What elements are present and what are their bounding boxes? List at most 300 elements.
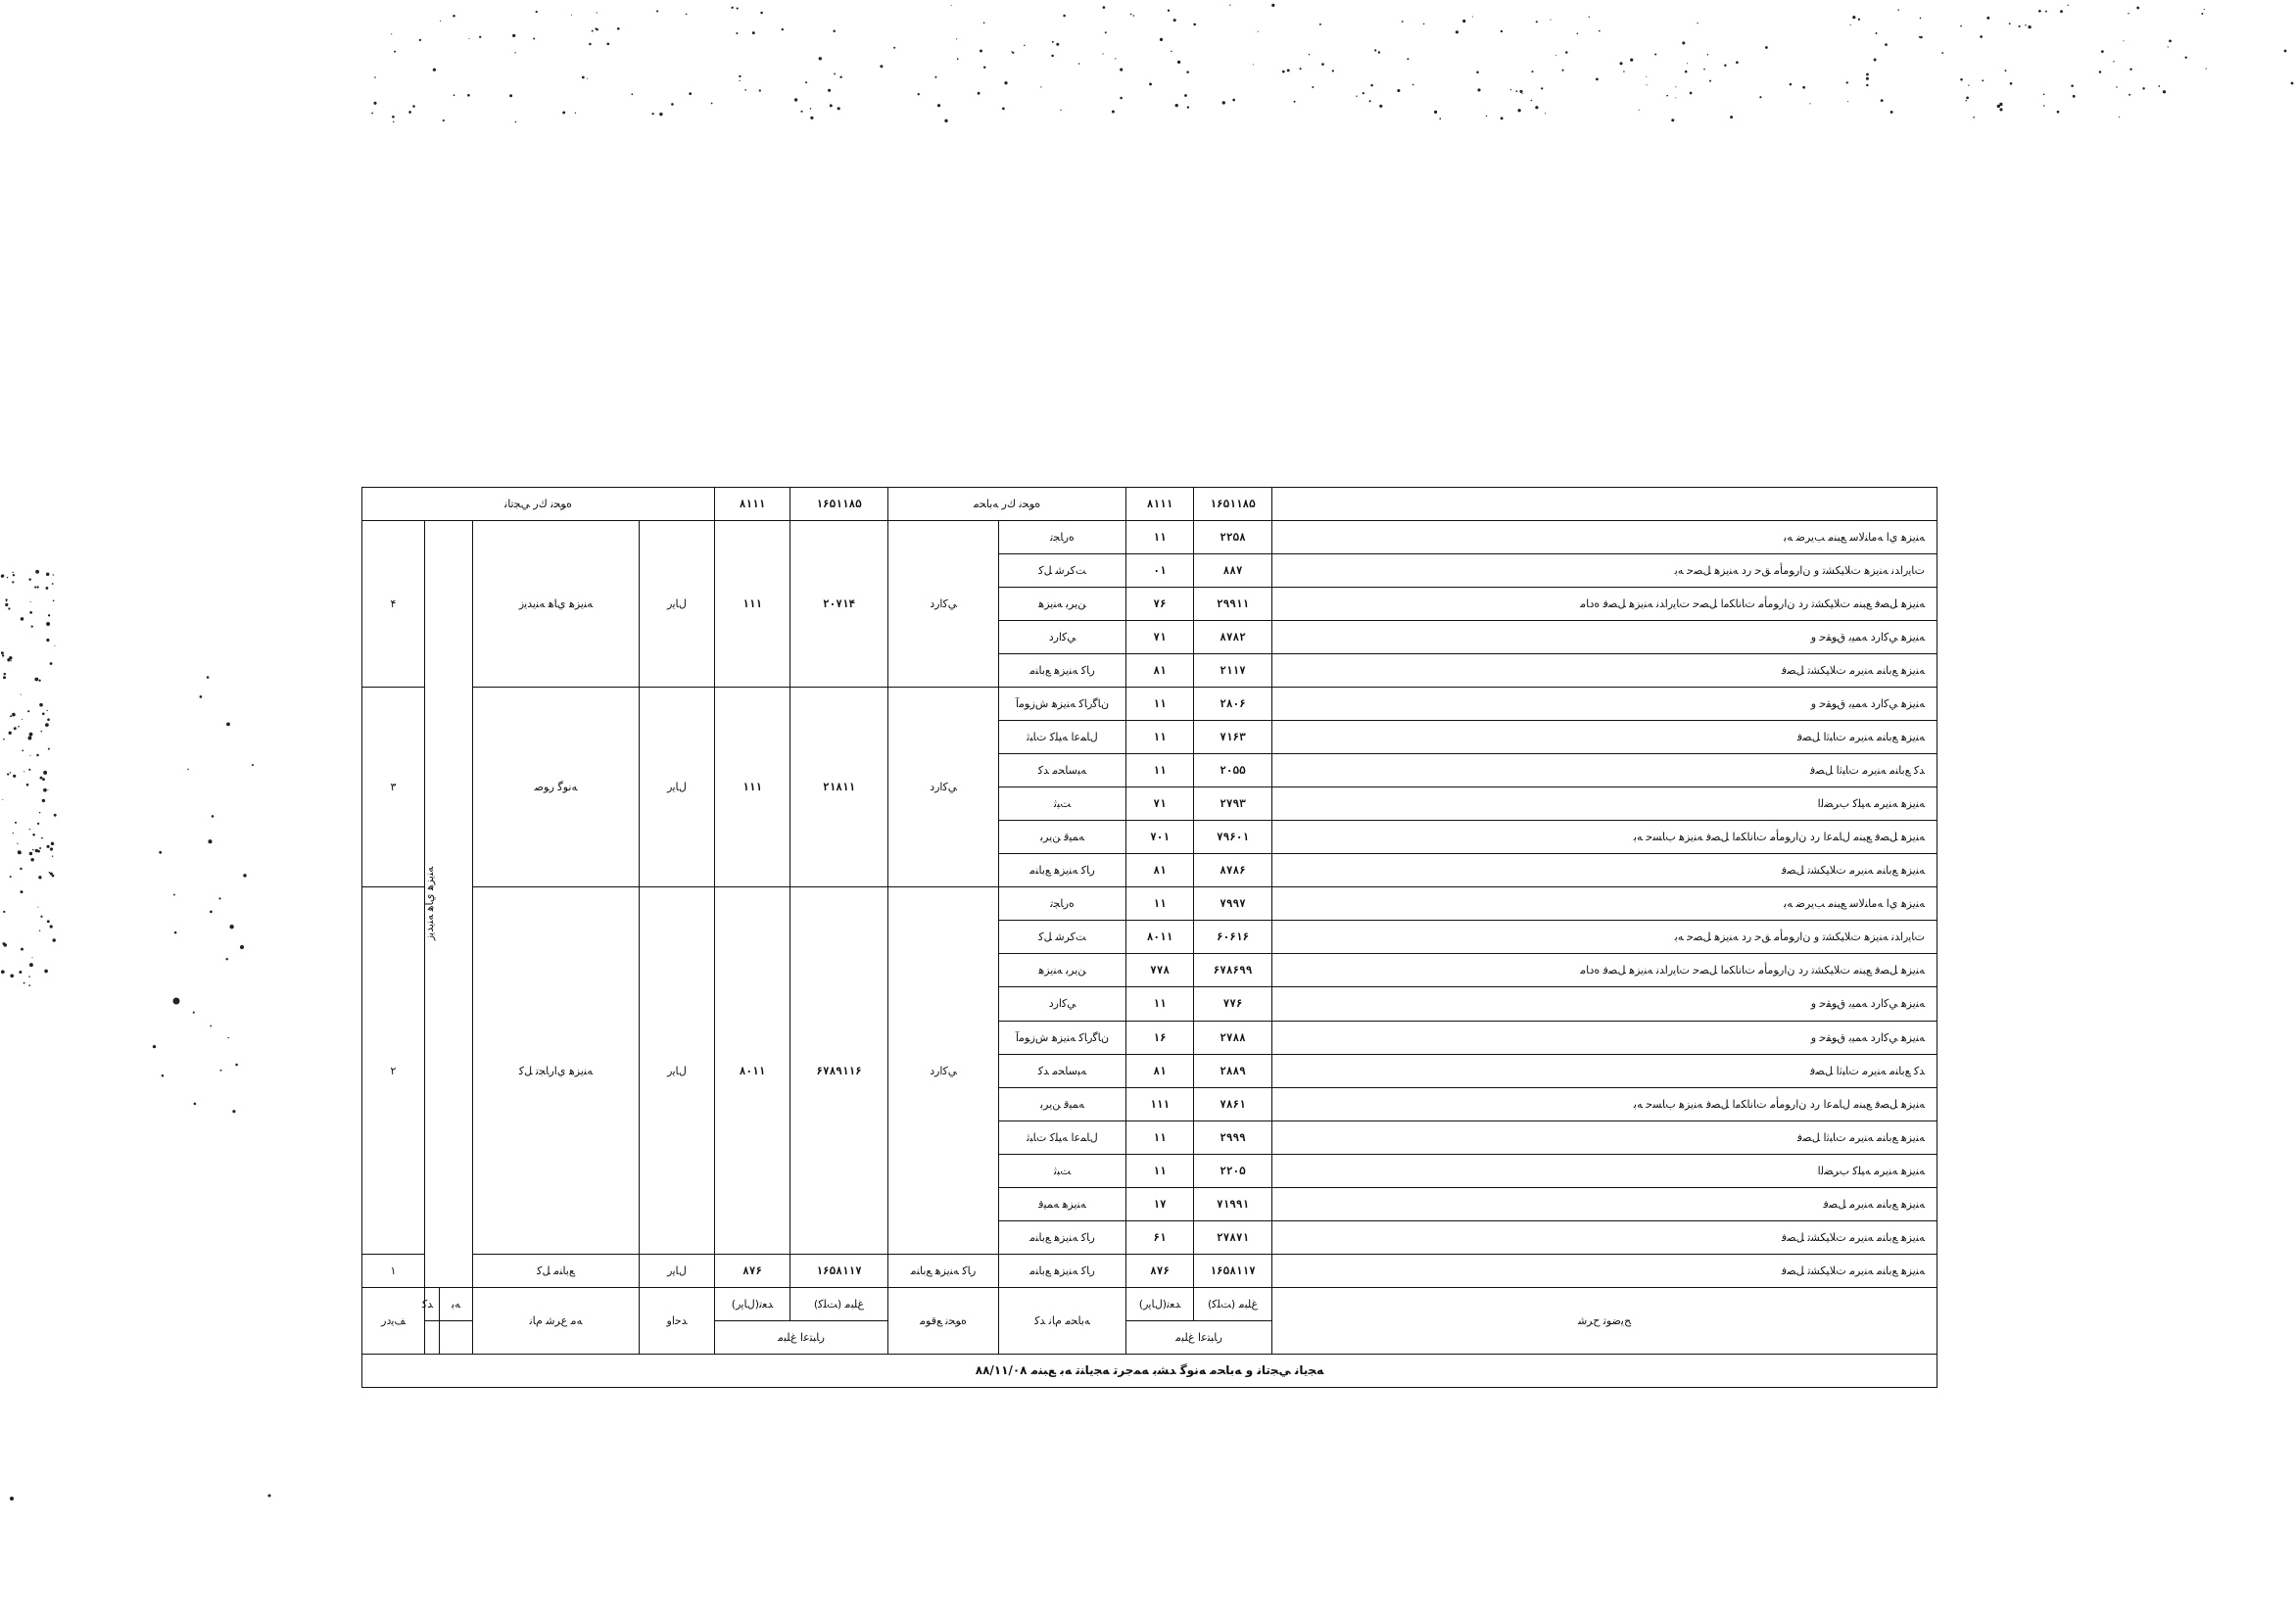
speck bbox=[760, 12, 763, 15]
speck bbox=[29, 829, 30, 830]
speck bbox=[1765, 46, 1768, 49]
speck bbox=[1960, 25, 1962, 27]
group-method: ﻲﻛﺍﺭﺩ bbox=[888, 521, 999, 688]
speck bbox=[2099, 71, 2102, 73]
speck bbox=[3, 911, 5, 913]
row-title: ﺖﻛﺮﺷ ﻞﻛ bbox=[999, 921, 1126, 954]
speck bbox=[1866, 73, 1869, 76]
speck bbox=[582, 76, 585, 79]
speck bbox=[1654, 53, 1656, 55]
speck bbox=[819, 57, 822, 60]
group-name: ﻪﻨﯾﺰﻫ ﻱﺍﺭﺎﺠﺗ ﻞﻛ bbox=[473, 887, 640, 1254]
row-description: ﻪﻨﯾﺰﻫ ﻲﻛﺍﺭﺩ ﻪﻤﯿﺑ ﻕﻮﻘﺣ ﻭ bbox=[1272, 987, 1937, 1021]
speck bbox=[1965, 100, 1967, 102]
speck bbox=[533, 38, 535, 40]
speck bbox=[453, 15, 455, 18]
speck bbox=[1232, 99, 1235, 102]
speck bbox=[1412, 84, 1414, 86]
speck bbox=[38, 876, 41, 879]
speck bbox=[1510, 89, 1511, 90]
speck bbox=[2045, 11, 2047, 13]
speck bbox=[49, 873, 50, 874]
col-right-qty: ﺪﻌﺗ(ﻝﺎﯾﺭ) bbox=[1126, 1287, 1194, 1320]
speck bbox=[394, 51, 396, 53]
speck bbox=[1707, 54, 1708, 55]
speck bbox=[592, 30, 594, 32]
speck bbox=[235, 1064, 238, 1067]
speck bbox=[29, 755, 30, 756]
left-amount: ۱۶۵۱۱۸۵ bbox=[790, 488, 888, 521]
speck bbox=[5, 603, 8, 606]
speck bbox=[52, 855, 53, 856]
row-amount: ۲۹۹۱۱ bbox=[1194, 588, 1272, 621]
speck bbox=[918, 93, 920, 95]
speck bbox=[232, 1110, 235, 1113]
col-side-a-blank bbox=[425, 1320, 440, 1354]
speck bbox=[951, 5, 952, 6]
speck bbox=[2163, 90, 2166, 93]
speck bbox=[212, 815, 215, 818]
row-amount: ۷۹۶۰۱ bbox=[1194, 821, 1272, 854]
speck bbox=[1078, 63, 1080, 65]
speck bbox=[2043, 105, 2044, 106]
speck bbox=[1173, 19, 1176, 22]
speck bbox=[1476, 72, 1479, 74]
group-row-no: ۴ bbox=[362, 521, 425, 688]
speck bbox=[1941, 52, 1943, 54]
row-description: ﻪﻨﯾﺰﻫ ﻱﺍ ﻪﻣﺎﻨﻟﺎﺳ ﻊﺒﻨﻣ ﺐﯾﺮﺿ ﻪﺑ bbox=[1272, 887, 1937, 921]
speck bbox=[46, 622, 50, 626]
speck bbox=[1040, 86, 1041, 87]
speck bbox=[656, 10, 658, 12]
speck bbox=[12, 581, 14, 583]
speck bbox=[20, 868, 22, 870]
vertical-label-text: ﻪﻨﯾﺰﻫ ﻱﺎﻫ ﻪﻨﯾﺪﻳﺯ bbox=[422, 867, 436, 941]
row-amount: ۷۱۶۳ bbox=[1194, 721, 1272, 754]
speck bbox=[2010, 82, 2013, 85]
speck bbox=[27, 710, 29, 712]
speck bbox=[2101, 50, 2104, 53]
speck bbox=[46, 845, 49, 848]
speck bbox=[3, 739, 5, 740]
row-description: ﻪﻨﯾﺰﻫ ﻞﺼﻓ ﻊﺒﻨﻣ ﺕﻼﯿﻜﺸﺗ ﺭﺩ ﻥﺍﺭﻮﻣﺄﻣ ﺕﺎﻧﺎﻜﻣﺍ ﻞﺼﺣ ﺕﺎﯾﺭﺍﺪﻧ ﻪﻨﯾﺰﻫ ﻞﺼﻓ ﻩﺩﺎﻣ bbox=[1272, 954, 1937, 987]
speck bbox=[29, 963, 33, 967]
summary-left-val: ۱۶۵۸۱۱۷ bbox=[790, 1254, 888, 1287]
speck bbox=[35, 849, 38, 852]
speck bbox=[1866, 84, 1868, 86]
speck bbox=[32, 834, 35, 836]
row-amount: ۲۰۵۵ bbox=[1194, 754, 1272, 787]
speck bbox=[2038, 10, 2041, 13]
speck bbox=[810, 117, 813, 119]
row-qty: ۱۱۱ bbox=[1126, 1087, 1194, 1120]
speck bbox=[153, 1045, 156, 1048]
speck bbox=[1802, 86, 1805, 89]
speck bbox=[34, 587, 36, 589]
row-qty: ۱۶ bbox=[1126, 1021, 1194, 1054]
row-title: ﻪﺒﺳﺎﺤﻣ ﺪﻛ bbox=[999, 754, 1126, 787]
col-left-sub: ﺭﺎﺒﺘﻋﺍ ﻍﻠﺒﻣ bbox=[715, 1320, 888, 1354]
speck bbox=[1973, 117, 1975, 119]
group-unit: ﻝﺎﯾﺭ bbox=[640, 688, 715, 887]
speck bbox=[957, 58, 959, 60]
speck bbox=[1312, 86, 1314, 88]
speck bbox=[759, 89, 761, 91]
speck bbox=[159, 851, 162, 854]
speck bbox=[41, 731, 43, 733]
speck bbox=[1545, 113, 1546, 114]
speck bbox=[1374, 49, 1376, 51]
speck bbox=[515, 121, 517, 123]
col-unit: ﺪﺣﺍﻭ bbox=[640, 1287, 715, 1354]
speck bbox=[2073, 95, 2076, 98]
speck bbox=[1516, 90, 1518, 92]
speck bbox=[810, 108, 812, 110]
speck bbox=[243, 874, 247, 878]
vertical-category-label bbox=[422, 521, 473, 1288]
left-year: ۸۱۱۱ bbox=[715, 488, 790, 521]
speck bbox=[631, 93, 633, 95]
summary-row-no: ۱ bbox=[362, 1254, 425, 1287]
speck bbox=[830, 104, 833, 107]
speck bbox=[737, 8, 739, 10]
row-amount: ۲۷۸۷۱ bbox=[1194, 1220, 1272, 1254]
speck bbox=[443, 119, 445, 121]
speck bbox=[39, 703, 43, 707]
speck bbox=[587, 78, 588, 79]
speck bbox=[1149, 82, 1152, 85]
speck bbox=[200, 695, 203, 698]
speck bbox=[1321, 63, 1324, 66]
row-description: ﻪﻨﯾﺰﻫ ﻞﺼﻓ ﻊﺒﻨﻣ ﻝﺎﻤﻋﺍ ﺭﺩ ﻥﺍﺭﻮﻣﺄﻣ ﺕﺎﻧﺎﻜﻣﺍ ﻞﺼﻓ ﻪﻨﯾﺰﻫ ﺏﺎﺴﺣ ﻪﺑ bbox=[1272, 1087, 1937, 1120]
speck bbox=[29, 611, 32, 614]
col-right-sub: ﺭﺎﺒﺘﻋﺍ ﻍﻠﺒﻣ bbox=[1126, 1320, 1272, 1354]
speck bbox=[983, 67, 985, 69]
speck bbox=[22, 719, 23, 720]
speck bbox=[1115, 58, 1116, 59]
speck bbox=[21, 617, 24, 621]
speck bbox=[1790, 83, 1793, 86]
summary-description: ﻪﻨﯾﺰﻫ ﻊﺑﺎﻨﻣ ﻪﻨﯾﺮﻣ ﺕﻼﯿﻜﺸﺗ ﻞﺼﻓ bbox=[1272, 1254, 1937, 1287]
speck bbox=[1253, 64, 1254, 65]
speck bbox=[468, 38, 469, 39]
row-description: ﻪﻨﯾﺰﻫ ﻲﻛﺍﺭﺩ ﻪﻤﯿﺑ ﻕﻮﻘﺣ ﻭ bbox=[1272, 688, 1937, 721]
speck bbox=[2113, 61, 2114, 62]
row-title: ﻲﻛﺍﺭﺩ bbox=[999, 621, 1126, 654]
speck bbox=[739, 80, 740, 81]
speck bbox=[1685, 71, 1688, 73]
speck bbox=[240, 945, 244, 949]
speck bbox=[1736, 61, 1739, 64]
speck bbox=[2119, 117, 2120, 118]
speck bbox=[794, 98, 797, 101]
group-left-val: ۶۷۸۹۱۱۶ bbox=[790, 887, 888, 1254]
speck bbox=[1402, 21, 1404, 23]
col-row-no: ﻒﯾﺩﺭ bbox=[362, 1287, 425, 1354]
speck bbox=[1168, 10, 1170, 12]
speck bbox=[433, 69, 436, 72]
speck bbox=[35, 570, 39, 574]
row-description: ﻪﻨﯾﺰﻫ ﻊﺑﺎﻨﻣ ﻪﻨﯾﺮﻣ ﻞﺼﻓ bbox=[1272, 1187, 1937, 1220]
speck bbox=[46, 639, 49, 642]
speck bbox=[22, 749, 24, 751]
speck bbox=[4, 943, 8, 947]
speck bbox=[17, 843, 18, 844]
row-qty: ۸۱ bbox=[1126, 854, 1194, 887]
row-description: ﻪﻨﯾﺰﻫ ﻊﺑﺎﻨﻣ ﻪﻨﯾﺮﻣ ﺕﻼﯿﻜﺸﺗ ﻞﺼﻓ bbox=[1272, 654, 1937, 688]
speck bbox=[392, 116, 395, 119]
speck bbox=[1423, 24, 1425, 25]
row-title: ﺭﺎﻛ ﻪﻨﯾﺰﻫ ﻊﺑﺎﻨﻣ bbox=[999, 654, 1126, 688]
speck bbox=[21, 693, 22, 694]
row-qty: ۷۱ bbox=[1126, 621, 1194, 654]
speck bbox=[1332, 70, 1334, 72]
speck bbox=[226, 722, 230, 726]
speck bbox=[1966, 97, 1969, 100]
speck bbox=[50, 662, 53, 665]
row-title: ﻦﯾﺮﺑ ﻪﻨﯾﺰﻫ bbox=[999, 588, 1126, 621]
speck bbox=[1456, 30, 1459, 33]
speck bbox=[218, 897, 220, 899]
speck bbox=[42, 778, 45, 781]
speck bbox=[978, 92, 981, 95]
speck bbox=[1565, 51, 1568, 54]
speck bbox=[1060, 110, 1061, 111]
speck bbox=[711, 103, 713, 105]
row-title: ﻪﻨﯾﺰﻫ ﻪﻤﯿﻗ bbox=[999, 1187, 1126, 1220]
speck bbox=[1011, 51, 1012, 52]
row-title: ﻝﺎﻤﻋﺍ ﻪﯿﻠﻛ ﺕﺎﺒﺛ bbox=[999, 1120, 1126, 1154]
speck bbox=[174, 931, 177, 934]
speck bbox=[1874, 59, 1877, 62]
speck bbox=[937, 104, 940, 107]
summary-unit: ﻝﺎﯾﺭ bbox=[640, 1254, 715, 1287]
footer-row bbox=[362, 1354, 1937, 1387]
row-title: ﻥﺎﮔﺭﺎﻛ ﻪﻨﯾﺰﻫ ﺵﺯﻮﻣﺁ bbox=[999, 688, 1126, 721]
speck bbox=[2060, 10, 2063, 13]
speck bbox=[229, 925, 233, 929]
speck bbox=[1130, 14, 1132, 16]
row-amount: ۲۸۰۶ bbox=[1194, 688, 1272, 721]
speck bbox=[21, 890, 24, 893]
speck bbox=[1002, 108, 1005, 111]
speck bbox=[1687, 63, 1688, 64]
speck bbox=[1999, 108, 2002, 111]
speck bbox=[1858, 19, 1860, 21]
speck bbox=[1175, 104, 1178, 107]
speck bbox=[1697, 23, 1698, 24]
speck bbox=[36, 754, 39, 757]
row-qty: ۷۰۱ bbox=[1126, 821, 1194, 854]
speck bbox=[1477, 88, 1480, 91]
speck bbox=[1004, 81, 1007, 84]
speck bbox=[1434, 111, 1437, 114]
speck bbox=[744, 89, 746, 91]
speck bbox=[207, 676, 210, 679]
col-left-qty: ﺪﻌﺗ(ﻝﺎﯾﺭ) bbox=[715, 1287, 790, 1320]
group-left-val: ۲۱۸۱۱ bbox=[790, 688, 888, 887]
speck bbox=[7, 658, 10, 661]
speck bbox=[19, 971, 22, 974]
speck bbox=[1171, 51, 1172, 52]
speck bbox=[1271, 4, 1274, 7]
row-description: ﻪﻨﯾﺰﻫ ﻞﺼﻓ ﻊﺒﻨﻣ ﺕﻼﯿﻜﺸﺗ ﺭﺩ ﻥﺍﺭﻮﻣﺄﻣ ﺕﺎﻧﺎﻜﻣﺍ ﻞﺼﺣ ﺕﺎﯾﺭﺍﺪﻧ ﻪﻨﯾﺰﻫ ﻞﺼﻓ ﻩﺩﺎﻣ bbox=[1272, 588, 1937, 621]
row-title: ﺖﺒﺛ bbox=[999, 787, 1126, 821]
right-group-title: ﻩﻮﺤﻧ ﻙﺭ ﻪﺑﺎﺤﻣ bbox=[888, 488, 1126, 521]
speck bbox=[1555, 55, 1556, 56]
row-qty: ۱۱ bbox=[1126, 887, 1194, 921]
speck bbox=[1486, 116, 1487, 117]
speck bbox=[54, 814, 57, 817]
row-qty: ۸۰۱۱ bbox=[1126, 921, 1194, 954]
group-left-val: ۲۰۷۱۴ bbox=[790, 521, 888, 688]
row-amount: ۲۲۵۸ bbox=[1194, 521, 1272, 554]
speck bbox=[48, 614, 50, 616]
speck bbox=[595, 27, 597, 29]
speck bbox=[28, 578, 30, 580]
row-description: ﻪﻨﯾﺰﻫ ﻱﺍ ﻪﻣﺎﻨﻟﺎﺳ ﻊﺒﻨﻣ ﺐﯾﺮﺿ ﻪﺑ bbox=[1272, 521, 1937, 554]
speck bbox=[597, 12, 598, 13]
speck bbox=[2116, 86, 2117, 87]
speck bbox=[38, 680, 40, 682]
col-right-val: ﻍﻠﺒﻣ (ﺖﻠﻛ) bbox=[1194, 1287, 1272, 1320]
speck bbox=[47, 920, 50, 923]
col-left-val: ﻍﻠﺒﻣ (ﺖﻠﻛ) bbox=[790, 1287, 888, 1320]
row-qty: ۱۱ bbox=[1126, 521, 1194, 554]
speck bbox=[980, 50, 982, 53]
row-description: ﻪﻨﯾﺰﻫ ﻊﺑﺎﻨﻣ ﻪﻨﯾﺮﻣ ﺕﻼﯿﻜﺸﺗ ﻞﺼﻓ bbox=[1272, 854, 1937, 887]
speck bbox=[2009, 23, 2011, 24]
speck bbox=[562, 111, 565, 114]
speck bbox=[39, 812, 41, 814]
row-description: ﺕﺎﯾﺭﺍﺪﻧ ﻪﻨﯾﺰﻫ ﺕﻼﯿﻜﺸﺗ ﻭ ﻥﺍﺭﻮﻣﺄﻣ ﻖﺣ ﺭﺩ ﻪﻨﯾﺰﻫ ﻞﺼﺣ ﻪﺑ bbox=[1272, 921, 1937, 954]
speck bbox=[30, 601, 31, 602]
row-title: ﻝﺎﻤﻋﺍ ﻪﯿﻠﻛ ﺕﺎﺒﺛ bbox=[999, 721, 1126, 754]
speck bbox=[1309, 54, 1310, 55]
speck bbox=[2284, 50, 2287, 53]
speck bbox=[43, 788, 47, 792]
speck bbox=[1960, 78, 1963, 81]
speck bbox=[40, 777, 43, 780]
col-name: ﻪﻣ ﻉﺮﺷ ﻡﺎﻧ bbox=[473, 1287, 640, 1354]
speck bbox=[373, 102, 376, 105]
speck bbox=[28, 984, 30, 986]
speck bbox=[1, 651, 4, 654]
speck bbox=[45, 723, 49, 727]
speck bbox=[454, 94, 455, 96]
speck bbox=[805, 81, 807, 83]
speck bbox=[2185, 57, 2187, 59]
speck bbox=[227, 1037, 228, 1038]
speck bbox=[1639, 110, 1640, 111]
speck bbox=[47, 789, 48, 790]
speck bbox=[47, 710, 48, 711]
speck bbox=[42, 799, 45, 802]
summary-row bbox=[362, 1254, 1937, 1287]
speck bbox=[1682, 41, 1685, 44]
speck bbox=[10, 715, 12, 717]
speck bbox=[9, 732, 12, 735]
speck bbox=[13, 833, 14, 834]
speck bbox=[833, 30, 835, 32]
speck bbox=[1024, 45, 1025, 46]
speck bbox=[1982, 79, 1984, 81]
speck bbox=[3, 676, 6, 679]
speck bbox=[1730, 116, 1733, 119]
speck bbox=[1222, 101, 1225, 104]
col-method: ﻩﻮﺤﻧ ﻊﻗﻮﻣ bbox=[888, 1287, 999, 1354]
row-qty: ۰۱ bbox=[1126, 554, 1194, 588]
speck bbox=[48, 748, 50, 750]
row-qty: ۱۱ bbox=[1126, 987, 1194, 1021]
speck bbox=[30, 858, 34, 862]
speck bbox=[1646, 76, 1647, 77]
speck bbox=[2201, 13, 2203, 15]
speck bbox=[1675, 86, 1676, 87]
header-row bbox=[362, 488, 1937, 521]
speck bbox=[1282, 71, 1285, 73]
speck bbox=[7, 773, 9, 775]
speck bbox=[46, 573, 50, 577]
speck bbox=[252, 764, 254, 766]
speck bbox=[1120, 97, 1123, 100]
speck bbox=[1369, 100, 1371, 102]
speck bbox=[1063, 15, 1066, 18]
column-header-row bbox=[362, 1287, 1937, 1320]
speck bbox=[14, 727, 17, 730]
speck bbox=[1675, 97, 1676, 98]
row-qty: ۱۱ bbox=[1126, 721, 1194, 754]
speck bbox=[2057, 111, 2060, 114]
speck bbox=[1462, 20, 1465, 23]
speck bbox=[2158, 85, 2160, 87]
speck bbox=[944, 119, 947, 122]
speck bbox=[1850, 24, 1851, 25]
speck bbox=[1599, 30, 1601, 32]
speck bbox=[514, 52, 515, 53]
row-title: ﻩﺭﺎﺠﺗ bbox=[999, 521, 1126, 554]
speck bbox=[29, 852, 32, 855]
speck bbox=[1379, 105, 1382, 108]
speck bbox=[1999, 103, 2002, 106]
speck bbox=[2136, 7, 2139, 10]
row-qty: ۸۱ bbox=[1126, 1054, 1194, 1087]
speck bbox=[736, 32, 738, 34]
speck bbox=[956, 38, 957, 39]
speck bbox=[880, 65, 883, 68]
speck bbox=[1105, 31, 1107, 33]
row-amount: ۸۸۷ bbox=[1194, 554, 1272, 588]
speck bbox=[1987, 18, 1989, 20]
speck bbox=[173, 894, 175, 896]
speck bbox=[1287, 69, 1290, 72]
speck bbox=[43, 771, 47, 775]
speck bbox=[1051, 55, 1054, 58]
speck bbox=[42, 712, 45, 715]
speck bbox=[1407, 58, 1409, 60]
speck bbox=[18, 850, 22, 854]
speck bbox=[1920, 18, 1922, 20]
left-group-title: ﻩﻮﺤﻧ ﻙﺭ ﻲﺠﺗﺎﻧ bbox=[362, 488, 715, 521]
speck bbox=[2291, 82, 2294, 85]
speck bbox=[41, 837, 43, 839]
right-year: ۸۱۱۱ bbox=[1126, 488, 1194, 521]
speck bbox=[1866, 77, 1869, 80]
speck bbox=[15, 822, 17, 824]
speck bbox=[1561, 70, 1563, 72]
speck bbox=[162, 1074, 165, 1077]
row-title: ﺭﺎﻛ ﻪﻨﯾﺰﻫ ﻊﺑﺎﻨﻣ bbox=[999, 854, 1126, 887]
